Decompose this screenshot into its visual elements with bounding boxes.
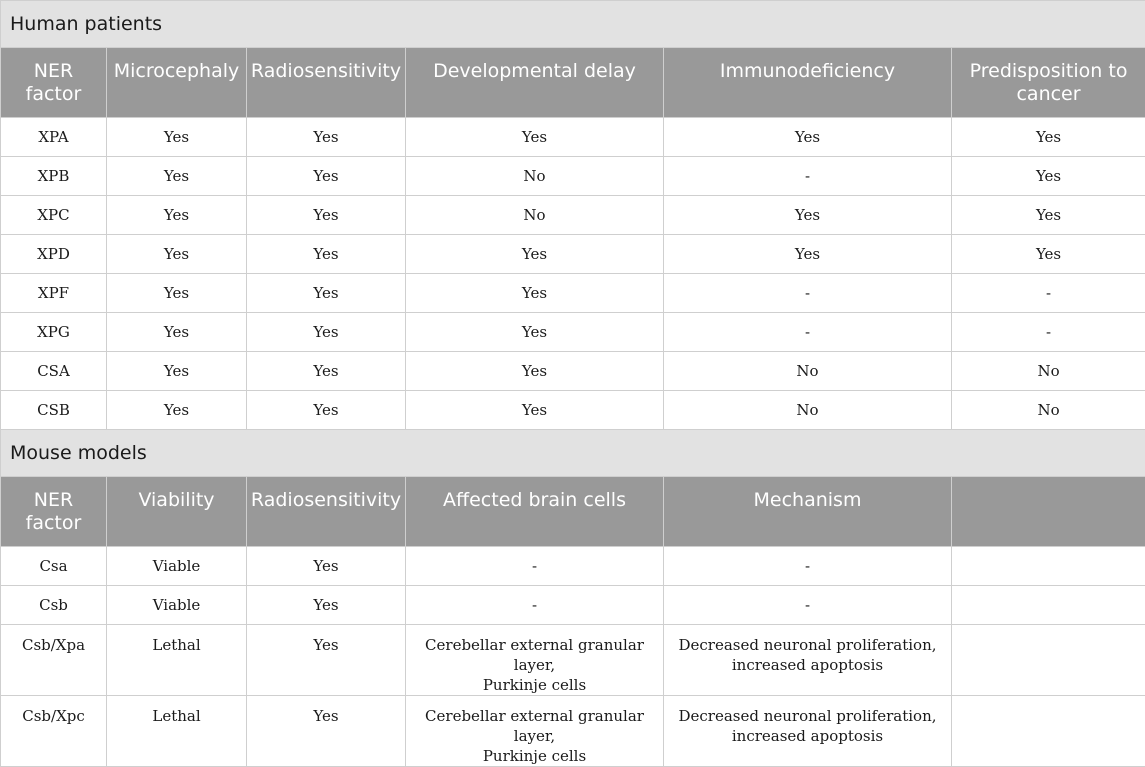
table-cell: No bbox=[664, 391, 952, 430]
table-cell: Yes bbox=[664, 196, 952, 235]
table-row bbox=[1, 196, 1145, 235]
table-cell: Csa bbox=[1, 547, 107, 586]
column-header: Predisposition to cancer bbox=[952, 48, 1145, 118]
table-cell: Yes bbox=[952, 235, 1145, 274]
table-cell: No bbox=[406, 196, 664, 235]
table-row bbox=[1, 313, 1145, 352]
table-cell: CSA bbox=[1, 352, 107, 391]
table-cell: Yes bbox=[247, 196, 406, 235]
table-cell: Yes bbox=[406, 352, 664, 391]
table-cell: Csb/Xpc bbox=[1, 696, 107, 767]
table-row bbox=[1, 157, 1145, 196]
table-cell: XPC bbox=[1, 196, 107, 235]
table-cell: No bbox=[406, 157, 664, 196]
table-cell bbox=[952, 696, 1145, 767]
table-cell: Yes bbox=[952, 157, 1145, 196]
table-cell: XPD bbox=[1, 235, 107, 274]
table-cell bbox=[952, 625, 1145, 696]
table-cell: Yes bbox=[107, 118, 247, 157]
table-cell: - bbox=[664, 157, 952, 196]
column-header: NER factor bbox=[1, 48, 107, 118]
table-cell: Yes bbox=[107, 157, 247, 196]
table-cell bbox=[952, 586, 1145, 625]
table-cell: CSB bbox=[1, 391, 107, 430]
table-cell: XPF bbox=[1, 274, 107, 313]
table-cell: - bbox=[406, 586, 664, 625]
table-cell: Viable bbox=[107, 586, 247, 625]
table-cell: Viable bbox=[107, 547, 247, 586]
table-cell: - bbox=[406, 547, 664, 586]
table-cell: Yes bbox=[952, 196, 1145, 235]
table-cell: - bbox=[952, 313, 1145, 352]
column-header: Microcephaly bbox=[107, 48, 247, 118]
table-cell: Yes bbox=[247, 274, 406, 313]
table-cell: No bbox=[952, 352, 1145, 391]
table-cell: Yes bbox=[247, 352, 406, 391]
column-header: Affected brain cells bbox=[406, 477, 664, 547]
column-header: Radiosensitivity bbox=[247, 48, 406, 118]
table-cell: Cerebellar external granular layer, Purkinje cells bbox=[406, 625, 664, 696]
table-row bbox=[1, 586, 1145, 625]
column-header bbox=[952, 477, 1145, 547]
table-cell bbox=[952, 547, 1145, 586]
table-cell: Yes bbox=[107, 391, 247, 430]
table-cell: - bbox=[664, 586, 952, 625]
table-row bbox=[1, 391, 1145, 430]
table-row bbox=[1, 274, 1145, 313]
table-cell: Yes bbox=[247, 696, 406, 767]
table-cell: Yes bbox=[247, 157, 406, 196]
column-header: NER factor bbox=[1, 477, 107, 547]
table-cell: Cerebellar external granular layer, Purkinje cells bbox=[406, 696, 664, 767]
table-cell: - bbox=[952, 274, 1145, 313]
table-cell: XPB bbox=[1, 157, 107, 196]
table-cell: XPA bbox=[1, 118, 107, 157]
table-cell: Yes bbox=[247, 313, 406, 352]
table-cell: Yes bbox=[664, 235, 952, 274]
table-cell: No bbox=[952, 391, 1145, 430]
table-cell: Yes bbox=[406, 235, 664, 274]
table-cell: Yes bbox=[406, 313, 664, 352]
table-row bbox=[1, 352, 1145, 391]
table-row bbox=[1, 696, 1145, 767]
column-header: Viability bbox=[107, 477, 247, 547]
table-cell: Yes bbox=[247, 586, 406, 625]
table-cell: XPG bbox=[1, 313, 107, 352]
table-cell: Yes bbox=[107, 274, 247, 313]
table-cell: Yes bbox=[247, 625, 406, 696]
table-cell: Yes bbox=[107, 235, 247, 274]
table-cell: Yes bbox=[406, 391, 664, 430]
table-cell: Csb bbox=[1, 586, 107, 625]
column-header: Developmental delay bbox=[406, 48, 664, 118]
table-cell: Yes bbox=[247, 235, 406, 274]
table-row bbox=[1, 625, 1145, 696]
table-row bbox=[1, 235, 1145, 274]
table-cell: - bbox=[664, 313, 952, 352]
table-cell: Yes bbox=[406, 274, 664, 313]
table-cell: Yes bbox=[247, 118, 406, 157]
human-section-title: Human patients bbox=[1, 1, 1145, 48]
table-cell: Yes bbox=[664, 118, 952, 157]
table-cell: Yes bbox=[952, 118, 1145, 157]
table-row bbox=[1, 547, 1145, 586]
table-cell: Decreased neuronal proliferation, increased apoptosis bbox=[664, 696, 952, 767]
table-cell: Yes bbox=[107, 352, 247, 391]
table-row bbox=[1, 118, 1145, 157]
table-cell: Yes bbox=[247, 547, 406, 586]
table-cell: Yes bbox=[107, 196, 247, 235]
table-cell: - bbox=[664, 547, 952, 586]
table-cell: Yes bbox=[107, 313, 247, 352]
table-cell: - bbox=[664, 274, 952, 313]
mouse-section-title: Mouse models bbox=[1, 430, 1145, 477]
human-section-title-row bbox=[1, 1, 1145, 48]
table-cell: Csb/Xpa bbox=[1, 625, 107, 696]
mouse-header-row bbox=[1, 477, 1145, 547]
mouse-section-title-row bbox=[1, 430, 1145, 477]
table-cell: Lethal bbox=[107, 625, 247, 696]
column-header: Mechanism bbox=[664, 477, 952, 547]
human-header-row bbox=[1, 48, 1145, 118]
column-header: Immunodeficiency bbox=[664, 48, 952, 118]
column-header: Radiosensitivity bbox=[247, 477, 406, 547]
table-cell: Lethal bbox=[107, 696, 247, 767]
table-cell: Yes bbox=[406, 118, 664, 157]
table-cell: No bbox=[664, 352, 952, 391]
table-cell: Yes bbox=[247, 391, 406, 430]
table-cell: Decreased neuronal proliferation, increased apoptosis bbox=[664, 625, 952, 696]
